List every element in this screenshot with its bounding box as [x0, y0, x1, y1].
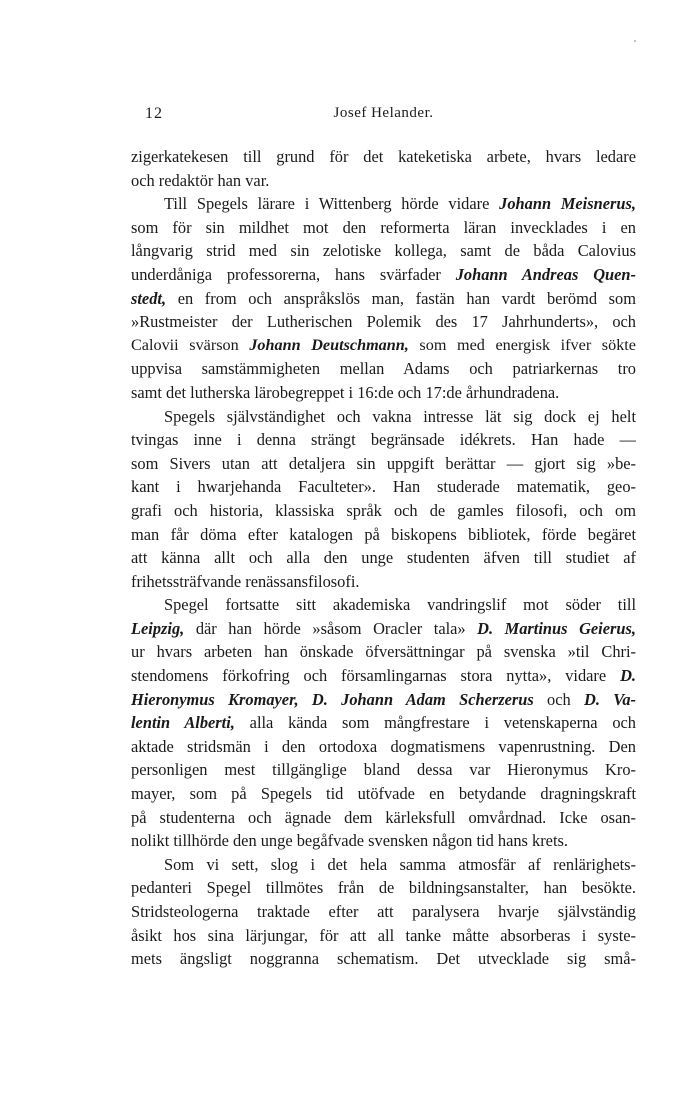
- text-line: stedt, en from och anspråkslös man, fastän han vardt berömd som: [131, 288, 636, 308]
- text-line: på studenterna och ägnade dem kärleksfull omvårdnad. Icke osan-: [131, 807, 636, 827]
- text-line: mets ängsligt noggranna schematism. Det utvecklade sig små-: [131, 949, 636, 969]
- page-number: 12: [145, 105, 163, 122]
- text-line: frihetssträfvande renässansfilosofi.: [131, 571, 360, 591]
- text-line: personligen mest tillgänglige bland dessa var Hieronymus Kro-: [131, 760, 636, 780]
- text-line: Hieronymus Kromayer, D. Johann Adam Scherzerus och D. Va-: [131, 689, 636, 709]
- text-line: Till Spegels lärare i Wittenberg hörde vidare Johann Meisnerus,: [164, 194, 636, 214]
- text-line: samt det lutherska lärobegreppet i 16:de och 17:de århundradena.: [131, 382, 560, 402]
- text-line: och redaktör han var.: [131, 170, 270, 190]
- text-line: långvarig strid med sin zelotiske kollega, samt de båda Calovius: [131, 241, 636, 261]
- body-text: [131, 145, 636, 971]
- text-line: Spegel fortsatte sitt akademiska vandringslif mot söder till: [164, 595, 636, 615]
- scan-speck: [634, 40, 636, 42]
- text-line: »Rustmeister der Lutherischen Polemik des 17 Jahrhunderts», och: [131, 312, 636, 332]
- text-line: att känna allt och alla den unge studenten äfven till studiet af: [131, 548, 636, 568]
- text-line: Leipzig, där han hörde »såsom Oracler tala» D. Martinus Geierus,: [131, 618, 636, 638]
- text-line: Som vi sett, slog i det hela samma atmosfär af renlärighets-: [164, 854, 636, 874]
- text-line: som för sin mildhet mot den reformerta läran invecklades i en: [131, 217, 636, 237]
- text-line: pedanteri Spegel tillmötes från de bildningsanstalter, han besökte.: [131, 878, 636, 898]
- text-line: grafi och historia, klassiska språk och de gamles filosofi, och om: [131, 500, 636, 520]
- text-line: aktade stridsmän i den ortodoxa dogmatismens vapenrustning. Den: [131, 736, 636, 756]
- running-title: Josef Helander.: [333, 105, 434, 121]
- text-line: uppvisa samstämmigheten mellan Adams och patriarkernas tro: [131, 359, 636, 379]
- text-line: Stridsteologerna traktade efter att paralysera hvarje självständig: [131, 902, 636, 921]
- text-line: åsikt hos sina lärjungar, för att all tanke måtte absorberas i syste-: [131, 925, 636, 945]
- text-line: Calovii svärson Johann Deutschmann, som med energisk ifver sökte: [131, 335, 636, 354]
- text-line: underdåniga professorerna, hans svärfader Johann Andreas Quen-: [131, 264, 636, 284]
- text-line: tvingas inne i denna strängt begränsade idékrets. Han hade —: [131, 430, 636, 450]
- text-line: man får döma efter katalogen på biskopens bibliotek, förde begäret: [131, 524, 636, 544]
- text-line: stendomens förkofring och församlingarnas stora nytta», vidare D.: [131, 666, 636, 686]
- text-line: ur hvars arbeten han önskade öfversättningar på svenska »til Chri-: [131, 642, 636, 662]
- text-line: zigerkatekesen till grund för det kateketiska arbete, hvars ledare: [131, 147, 636, 166]
- text-line: lentin Alberti, alla kända som mångfrestare i vetenskaperna och: [131, 713, 636, 733]
- text-line: nolikt tillhörde den unge begåfvade svensken någon tid hans krets.: [131, 831, 568, 851]
- text-line: kant i hwarjehanda Faculteter». Han studerade matematik, geo-: [131, 477, 636, 497]
- text-line: Spegels självständighet och vakna intresse lät sig dock ej helt: [164, 406, 636, 426]
- text-line: som Sivers utan att detaljera sin uppgift berättar — gjort sig »be-: [131, 453, 636, 473]
- text-line: mayer, som på Spegels tid utöfvade en betydande dragningskraft: [131, 784, 636, 804]
- running-head: [131, 105, 636, 127]
